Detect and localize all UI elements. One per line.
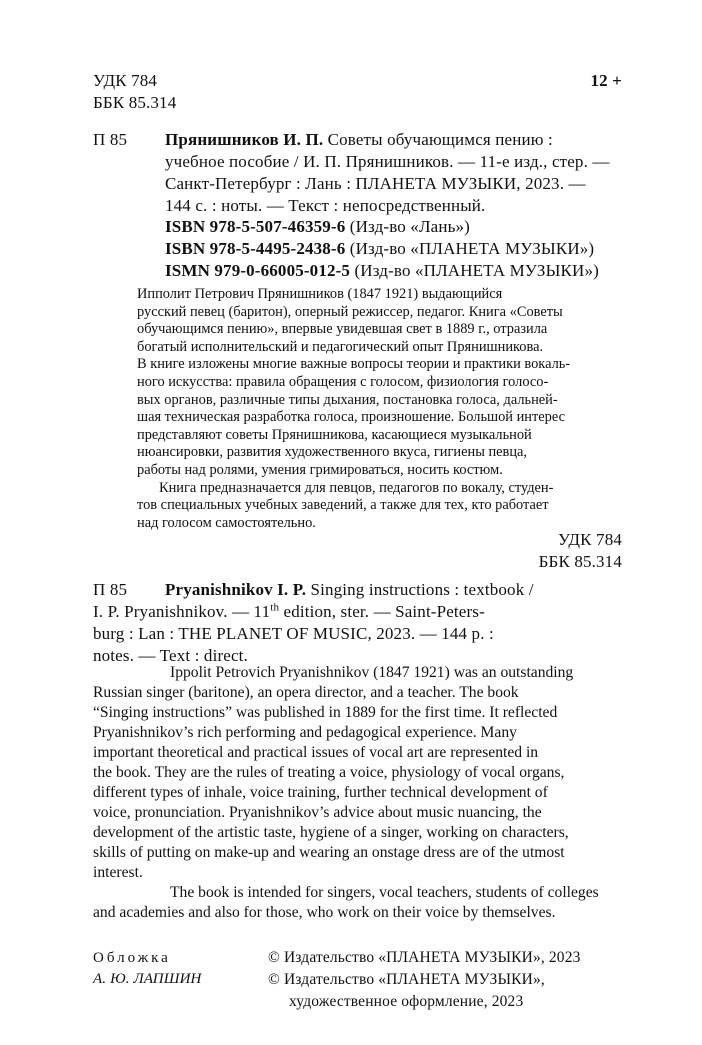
isbn-publisher: (Изд-во «Лань») (345, 217, 470, 236)
en-entry-line-2: I. P. Pryanishnikov. — 11 (93, 602, 271, 621)
ru-entry-line-3: Санкт-Петербург : Лань : ПЛАНЕТА МУЗЫКИ, 2023. — (165, 174, 586, 193)
ismn-row (165, 260, 599, 282)
ru-entry-line-4: 144 с. : ноты. — Текст : непосредственный. (165, 196, 486, 215)
isbn-code: ISBN 978-5-507-46359-6 (165, 217, 346, 236)
copyright-block (268, 947, 581, 1013)
en-abstract-line: interest. (93, 864, 143, 881)
en-abstract-line: and academies and also for those, who work on their voice by themselves. (93, 904, 556, 921)
en-abstract-line: Russian singer (baritone), an opera director, and a teacher. The book (93, 684, 519, 701)
ismn-code: ISMN 979-0-66005-012-5 (165, 261, 351, 280)
cover-label: Обложка (93, 950, 171, 966)
ru-abstract-line: русский певец (баритон), оперный режиссер, педагог. Книга «Советы (137, 303, 563, 320)
isbn-code: ISBN 978-5-4495-2438-6 (165, 239, 346, 258)
en-abstract-line: voice, pronunciation. Pryanishnikov’s advice about music nuancing, the (93, 804, 542, 821)
ru-abstract-line: ного искусства: правила обращения с голосом, физиология голосо- (137, 373, 549, 390)
en-abstract-line: different types of inhale, voice training, further technical development of (93, 784, 548, 801)
udk-top: УДК 784 (93, 71, 158, 90)
copyright-line: © Издательство «ПЛАНЕТА МУЗЫКИ», 2023 (268, 949, 581, 966)
en-abstract-line: Ippolit Petrovich Pryanishnikov (1847 1921) was an outstanding (170, 664, 574, 681)
ru-author: Прянишников И. П. (165, 130, 324, 149)
bbk-top: ББК 85.314 (93, 93, 177, 112)
en-entry-code: П 85 (93, 580, 128, 599)
en-abstract-line: The book is intended for singers, vocal teachers, students of colleges (170, 884, 599, 901)
ru-abstract-line: Книга предназначается для певцов, педагогов по вокалу, студен- (159, 479, 554, 496)
ru-abstract-line: вых органов, различные типы дыхания, постановка голоса, дальней- (137, 391, 558, 408)
ru-abstract-line: над голосом самостоятельно. (137, 514, 316, 531)
edition-superscript: th (270, 601, 280, 614)
en-entry-line-1: Singing instructions : textbook / (306, 580, 534, 599)
ismn-publisher: (Изд-во «ПЛАНЕТА МУЗЫКИ») (350, 261, 599, 280)
en-entry-line-2-rest: edition, ster. — Saint-Peters- (279, 602, 485, 621)
ru-abstract-line: богатый исполнительский и педагогический опыт Прянишникова. (137, 338, 544, 355)
age-rating: 12 + (590, 71, 622, 90)
copyright-line: художественное оформление, 2023 (289, 993, 524, 1010)
isbn-list (165, 216, 599, 282)
en-abstract-line: development of the artistic taste, hygiene of a singer, working on characters, (93, 824, 569, 841)
ru-abstract-line: обучающимся пению», впервые увидевшая свет в 1889 г., отразила (137, 321, 548, 338)
ru-entry-code: П 85 (93, 130, 128, 149)
ru-abstract-line: Ипполит Петрович Прянишников (1847 1921) выдающийся (137, 286, 503, 302)
ru-abstract-line: В книге изложены многие важные вопросы теории и практики вокаль- (137, 356, 571, 373)
ru-abstract-line: тов специальных учебных заведений, а также для тех, кто работает (137, 497, 549, 514)
ru-abstract-line: представляют советы Прянишникова, касающиеся музыкальной (137, 426, 532, 443)
cover-artist: А. Ю. ЛАПШИН (93, 971, 202, 987)
en-abstract-line: “Singing instructions” was published in 1889 for the first time. It reflected (93, 704, 558, 721)
ru-entry-line-1: Советы обучающимся пению : (323, 130, 553, 149)
copyright-line: © Издательство «ПЛАНЕТА МУЗЫКИ», (268, 971, 545, 988)
en-entry-line-4: notes. — Text : direct. (93, 646, 248, 665)
ru-abstract-line: работы над ролями, умения гримироваться, носить костюм. (137, 461, 503, 478)
ru-entry-line-2: учебное пособие / И. П. Прянишников. — 11-е изд., стер. — (165, 152, 610, 171)
ru-abstract (137, 286, 623, 532)
en-author: Pryanishnikov I. P. (165, 580, 307, 599)
ru-entry (165, 129, 625, 217)
ru-abstract-line: нюансировки, развития художественного вкуса, гигиены певца, (137, 444, 528, 461)
en-abstract (93, 663, 623, 923)
isbn-row (165, 238, 599, 260)
isbn-publisher: (Изд-во «ПЛАНЕТА МУЗЫКИ») (345, 239, 595, 258)
en-abstract-line: Pryanishnikov’s rich performing and pedagogical experience. Many (93, 724, 517, 741)
en-entry-line-3: burg : Lan : THE PLANET OF MUSIC, 2023. — 144 p. : (93, 624, 494, 643)
ru-abstract-line: шая техническая разработка голоса, произношение. Большой интерес (137, 409, 565, 426)
udk-mid: УДК 784 (557, 530, 622, 549)
isbn-row (165, 216, 599, 238)
bbk-mid: ББК 85.314 (538, 552, 622, 571)
en-abstract-line: the book. They are the rules of treating a voice, physiology of vocal organs, (93, 764, 565, 781)
en-abstract-line: important theoretical and practical issues of vocal art are represented in (93, 744, 539, 761)
en-abstract-line: skills of putting on make-up and wearing an onstage dress are of the utmost (93, 844, 565, 861)
